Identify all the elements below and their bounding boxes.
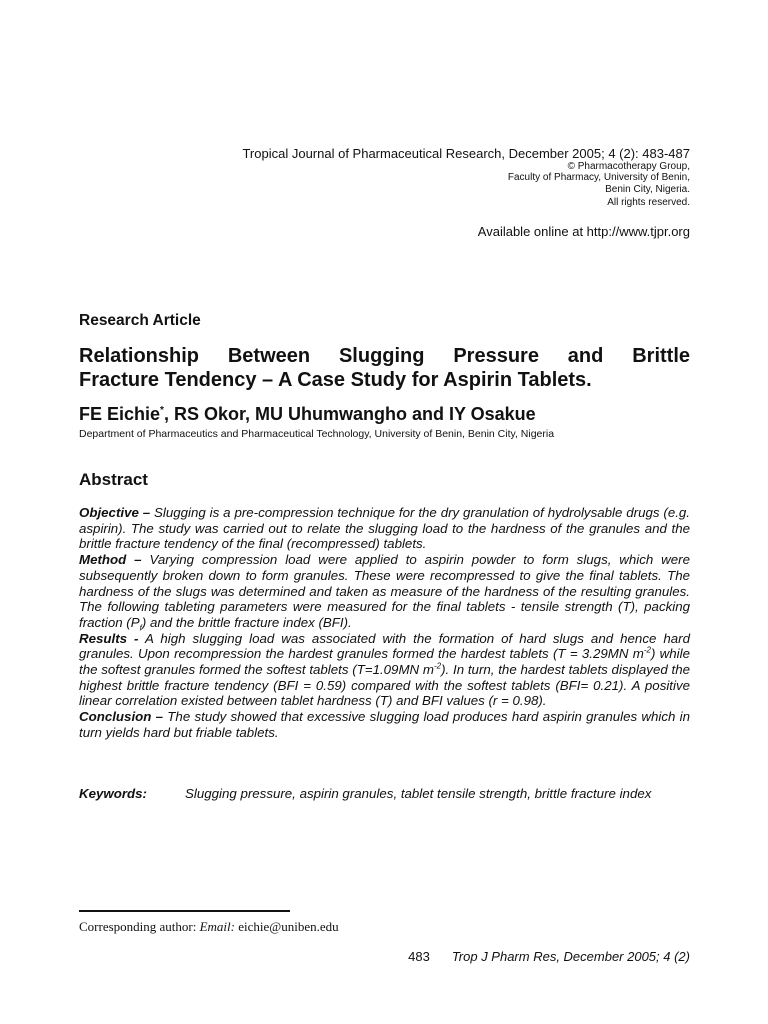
title-line-2: Fracture Tendency – A Case Study for Aspirin Tablets. — [79, 369, 592, 391]
faculty-line: Faculty of Pharmacy, University of Benin, — [507, 172, 690, 184]
first-author: FE Eichie — [79, 404, 161, 424]
objective-text: Slugging is a pre-compression technique for the dry granulation of hydrolysable drugs (e.g. aspirin). The study was carried out to relate the slugging load to the hardness of the granules and the brittle fracture tendency of the final (recompressed) tablets. — [79, 505, 691, 552]
results-text-c: ). In turn, the hardest tablets displayed the highest brittle fracture tendency (BFI = 0.59) compared with the softest tablets (BFI= 0.21). A positive linear correlation existed between tablet hardness (T) and BFI values (r = 0.98). — [79, 662, 690, 709]
copyright-line: © Pharmacotherapy Group, — [567, 161, 690, 172]
city-line: Benin City, Nigeria. — [605, 183, 690, 195]
abstract-body — [79, 505, 690, 741]
article-title — [79, 344, 690, 392]
page-footer — [408, 949, 690, 964]
abstract-results — [79, 631, 690, 710]
other-authors: , RS Okor, MU Uhumwangho and IY Osakue — [163, 404, 536, 424]
page-number: 483 — [408, 949, 430, 964]
method-text-a: Varying compression load were applied to aspirin powder to form slugs, which were subsequently broken down to form granules. These were recompressed to give the final tablets. The hardness of the slugs was determined and taken as measure of the hardness of the resulting granules. The following tableting parameters were measured for the final tablets - tensile strength (T), packing fraction (P — [79, 552, 691, 630]
method-label: Method – — [79, 552, 142, 568]
article-type: Research Article — [79, 312, 201, 329]
conclusion-text: The study showed that excessive slugging load produces hard aspirin granules which in turn yields hard but friable tablets. — [79, 709, 690, 740]
publisher-block — [508, 161, 690, 208]
rights-line: All rights reserved. — [607, 196, 690, 208]
footer-journal: Trop J Pharm Res, December 2005; 4 (2) — [451, 949, 690, 964]
corresponding-author — [79, 919, 339, 935]
results-label: Results - — [79, 630, 139, 646]
corresponding-mark: * — [160, 405, 164, 416]
abstract-method — [79, 552, 690, 631]
abstract-conclusion — [79, 709, 690, 740]
footnote-divider — [79, 910, 290, 912]
results-superscript-2: -2 — [433, 661, 442, 671]
results-text-b: ) while the softest granules formed the softest tablets (T=1.09MN m — [79, 646, 690, 678]
title-line-1: Relationship Between Slugging Pressure and Brittle — [79, 345, 690, 367]
availability-link[interactable]: Available online at http://www.tjpr.org — [477, 224, 690, 239]
conclusion-label: Conclusion – — [79, 709, 164, 725]
objective-label: Objective – — [79, 505, 151, 520]
affiliation: Department of Pharmaceutics and Pharmaceutical Technology, University of Benin, Benin City, Nigeria — [79, 428, 555, 440]
journal-citation: Tropical Journal of Pharmaceutical Research, December 2005; 4 (2): 483-487 — [242, 146, 690, 161]
results-text-a: A high slugging load was associated with the formation of hard slugs and hence hard granules. Upon recompression the hardest granules formed the hardest tablets (T = 3.29MN m — [79, 630, 690, 662]
results-superscript-1: -2 — [643, 645, 651, 655]
method-subscript: f — [139, 623, 142, 633]
method-text-b: ) and the brittle fracture index (BFI). — [141, 614, 352, 630]
abstract-heading: Abstract — [79, 470, 148, 489]
keywords-text: Slugging pressure, aspirin granules, tablet tensile strength, brittle fracture index — [185, 786, 652, 801]
author-list — [79, 404, 536, 425]
corr-prefix: Corresponding author: — [79, 919, 200, 934]
email-address[interactable]: eichie@uniben.edu — [234, 919, 339, 934]
keywords-label: Keywords: — [79, 786, 147, 801]
abstract-objective — [79, 505, 690, 552]
email-label: Email: — [199, 919, 235, 934]
